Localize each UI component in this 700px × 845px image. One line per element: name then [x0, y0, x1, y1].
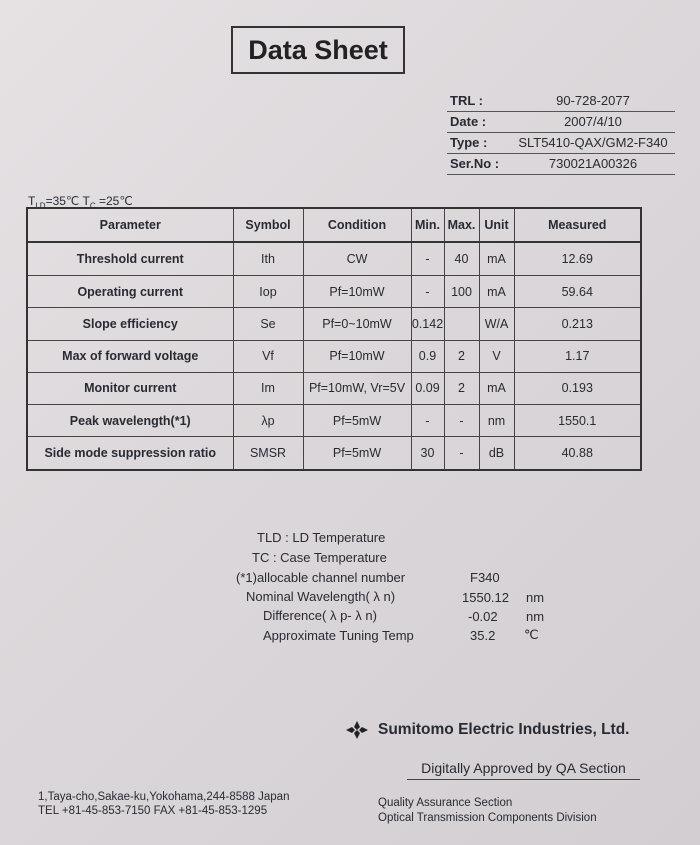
- cell-max: -: [444, 404, 479, 436]
- cell-condition: Pf=5mW: [303, 437, 411, 470]
- note-diff-value: -0.02: [468, 609, 498, 624]
- cell-symbol: Iop: [233, 276, 303, 308]
- cell-parameter: Operating current: [27, 276, 233, 308]
- cell-symbol: SMSR: [233, 437, 303, 470]
- cell-max: 2: [444, 372, 479, 404]
- cell-parameter: Slope efficiency: [27, 308, 233, 340]
- cell-measured: 1550.1: [514, 404, 641, 436]
- note-tuning-label: Approximate Tuning Temp: [263, 628, 414, 643]
- header-cell: Symbol: [233, 208, 303, 242]
- note-diff-label: Difference( λ p- λ n): [263, 608, 377, 623]
- cell-measured: 12.69: [514, 242, 641, 275]
- note-diff-unit: nm: [526, 609, 545, 624]
- cell-unit: nm: [479, 404, 514, 436]
- company-name: Sumitomo Electric Industries, Ltd.: [378, 721, 630, 738]
- cell-measured: 0.193: [514, 372, 641, 404]
- cell-measured: 40.88: [514, 437, 641, 470]
- cell-symbol: Ith: [233, 242, 303, 275]
- header-cell: Max.: [444, 208, 479, 242]
- header-cell: Unit: [479, 208, 514, 242]
- header-cell: Min.: [411, 208, 444, 242]
- cell-parameter: Side mode suppression ratio: [27, 437, 233, 470]
- note-tuning-value: 35.2: [470, 628, 496, 643]
- division-block: [378, 796, 597, 826]
- meta-value: 90-728-2077: [556, 93, 630, 108]
- address-block: [38, 790, 289, 818]
- cell-unit: mA: [479, 372, 514, 404]
- cell-condition: Pf=10mW: [303, 340, 411, 372]
- cell-parameter: Peak wavelength(*1): [27, 404, 233, 436]
- cell-measured: 0.213: [514, 308, 641, 340]
- sumitomo-logo-icon: [344, 720, 370, 740]
- cell-unit: W/A: [479, 308, 514, 340]
- cell-symbol: λp: [233, 404, 303, 436]
- qa-section-line: Quality Assurance Section: [378, 797, 513, 809]
- cell-min: 0.142: [411, 308, 444, 340]
- cell-min: -: [411, 276, 444, 308]
- cell-parameter: Max of forward voltage: [27, 340, 233, 372]
- cell-unit: mA: [479, 276, 514, 308]
- cell-parameter: Threshold current: [27, 242, 233, 275]
- cell-min: 0.09: [411, 372, 444, 404]
- tc-condition: =25℃: [99, 194, 133, 208]
- note-channel-value: F340: [470, 570, 500, 585]
- cell-parameter: Monitor current: [27, 372, 233, 404]
- cell-condition: Pf=10mW: [303, 276, 411, 308]
- tld-condition: =35℃: [45, 194, 80, 208]
- cell-min: 30: [411, 437, 444, 470]
- meta-key: TRL :: [450, 93, 483, 108]
- division-line: Optical Transmission Components Division: [378, 812, 597, 824]
- cell-symbol: Im: [233, 372, 303, 404]
- note-tuning-unit: ℃: [524, 627, 539, 642]
- meta-value: 2007/4/10: [564, 114, 622, 129]
- meta-value: 730021A00326: [548, 156, 638, 171]
- cell-measured: 59.64: [514, 276, 641, 308]
- meta-key: Date :: [450, 114, 487, 129]
- header-cell: Parameter: [27, 208, 233, 242]
- approval-stamp: Digitally Approved by QA Section: [407, 760, 640, 780]
- note-nominal-value: 1550.12: [462, 590, 509, 605]
- meta-value: SLT5410-QAX/GM2-F340: [518, 135, 668, 150]
- company-name-block: [344, 720, 629, 740]
- cell-condition: CW: [303, 242, 411, 275]
- cell-max: 40: [444, 242, 479, 275]
- cell-unit: V: [479, 340, 514, 372]
- cell-min: -: [411, 404, 444, 436]
- test-conditions: $T_{LD}=35℃$ $T_C$ =25℃: [28, 194, 133, 211]
- phone-fax-line: TEL +81-45-853-7150 FAX +81-45-853-1295: [38, 805, 268, 817]
- cell-condition: Pf=10mW, Vr=5V: [303, 372, 411, 404]
- meta-key: Ser.No :: [450, 156, 500, 171]
- cell-min: -: [411, 242, 444, 275]
- cell-max: 100: [444, 276, 479, 308]
- cell-symbol: Se: [233, 308, 303, 340]
- cell-max: 2: [444, 340, 479, 372]
- meta-key: Type :: [450, 135, 488, 150]
- header-cell: Condition: [303, 208, 411, 242]
- cell-measured: 1.17: [514, 340, 641, 372]
- cell-condition: Pf=0~10mW: [303, 308, 411, 340]
- header-cell: Measured: [514, 208, 641, 242]
- cell-unit: mA: [479, 242, 514, 275]
- cell-symbol: Vf: [233, 340, 303, 372]
- note-nominal-label: Nominal Wavelength( λ n): [246, 589, 396, 604]
- page-title: Data Sheet: [231, 26, 405, 74]
- cell-condition: Pf=5mW: [303, 404, 411, 436]
- note-channel-label: (*1)allocable channel number: [236, 570, 406, 585]
- address-line: 1,Taya-cho,Sakae-ku,Yokohama,244-8588 Japan: [38, 791, 290, 803]
- cell-min: 0.9: [411, 340, 444, 372]
- note-nominal-unit: nm: [526, 590, 545, 605]
- note-tc: TC : Case Temperature: [252, 550, 387, 565]
- note-tld: TLD : LD Temperature: [257, 530, 386, 545]
- cell-unit: dB: [479, 437, 514, 470]
- cell-max: -: [444, 437, 479, 470]
